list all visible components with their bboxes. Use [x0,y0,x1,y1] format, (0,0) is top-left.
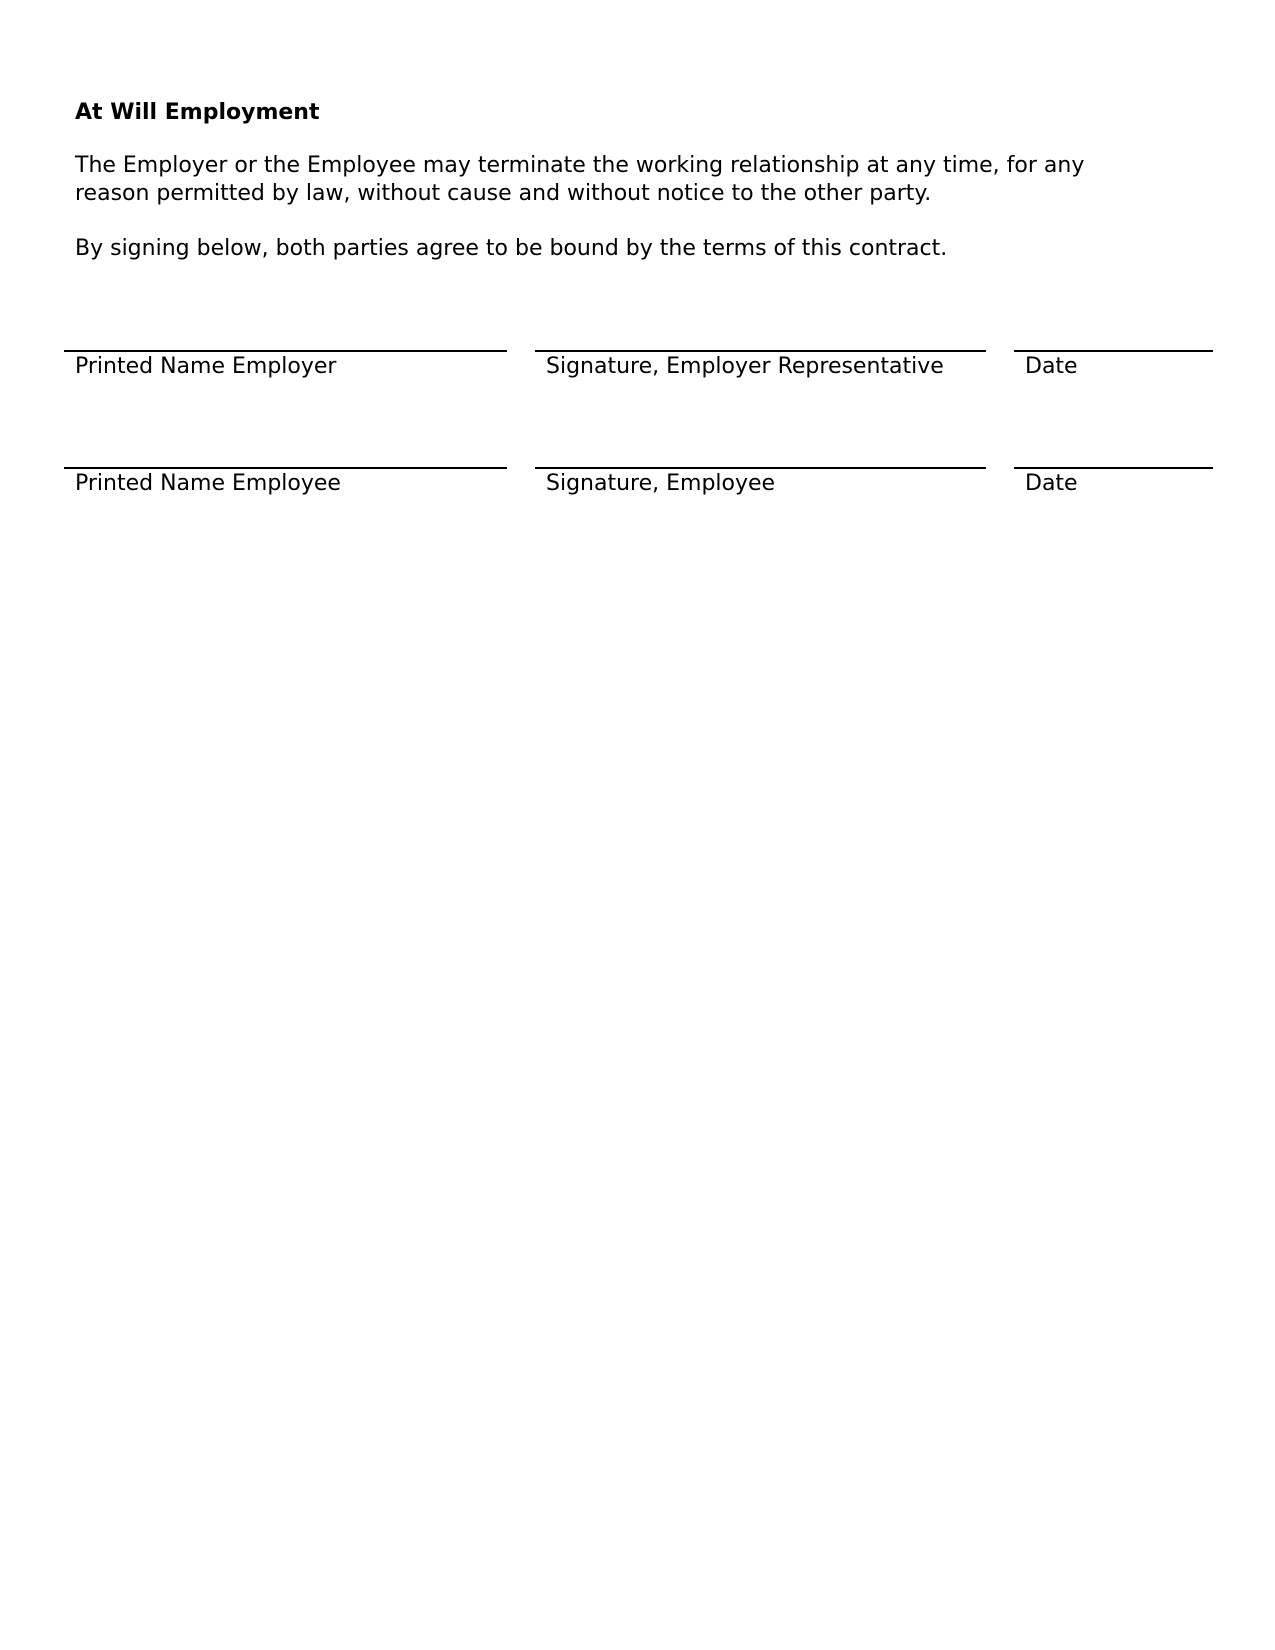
paragraph-termination-line-1: The Employer or the Employee may terminate the working relationship at any time, for any [75,153,1085,178]
employee-date-label: Date [1025,471,1078,496]
paragraph-agreement: By signing below, both parties agree to be bound by the terms of this contract. [75,236,948,261]
employee-printed-name-line[interactable] [64,467,507,469]
employer-printed-name-line[interactable] [64,350,507,352]
employee-printed-name-label: Printed Name Employee [75,471,341,496]
employer-signature-line[interactable] [535,350,986,352]
paragraph-termination-line-2: reason permitted by law, without cause and without notice to the other party. [75,181,932,206]
section-heading: At Will Employment [75,100,320,125]
employer-printed-name-label: Printed Name Employer [75,354,337,379]
employee-date-line[interactable] [1014,467,1213,469]
employer-date-label: Date [1025,354,1078,379]
employer-signature-label: Signature, Employer Representative [546,354,944,379]
employee-signature-label: Signature, Employee [546,471,776,496]
employee-signature-line[interactable] [535,467,986,469]
employer-date-line[interactable] [1014,350,1213,352]
